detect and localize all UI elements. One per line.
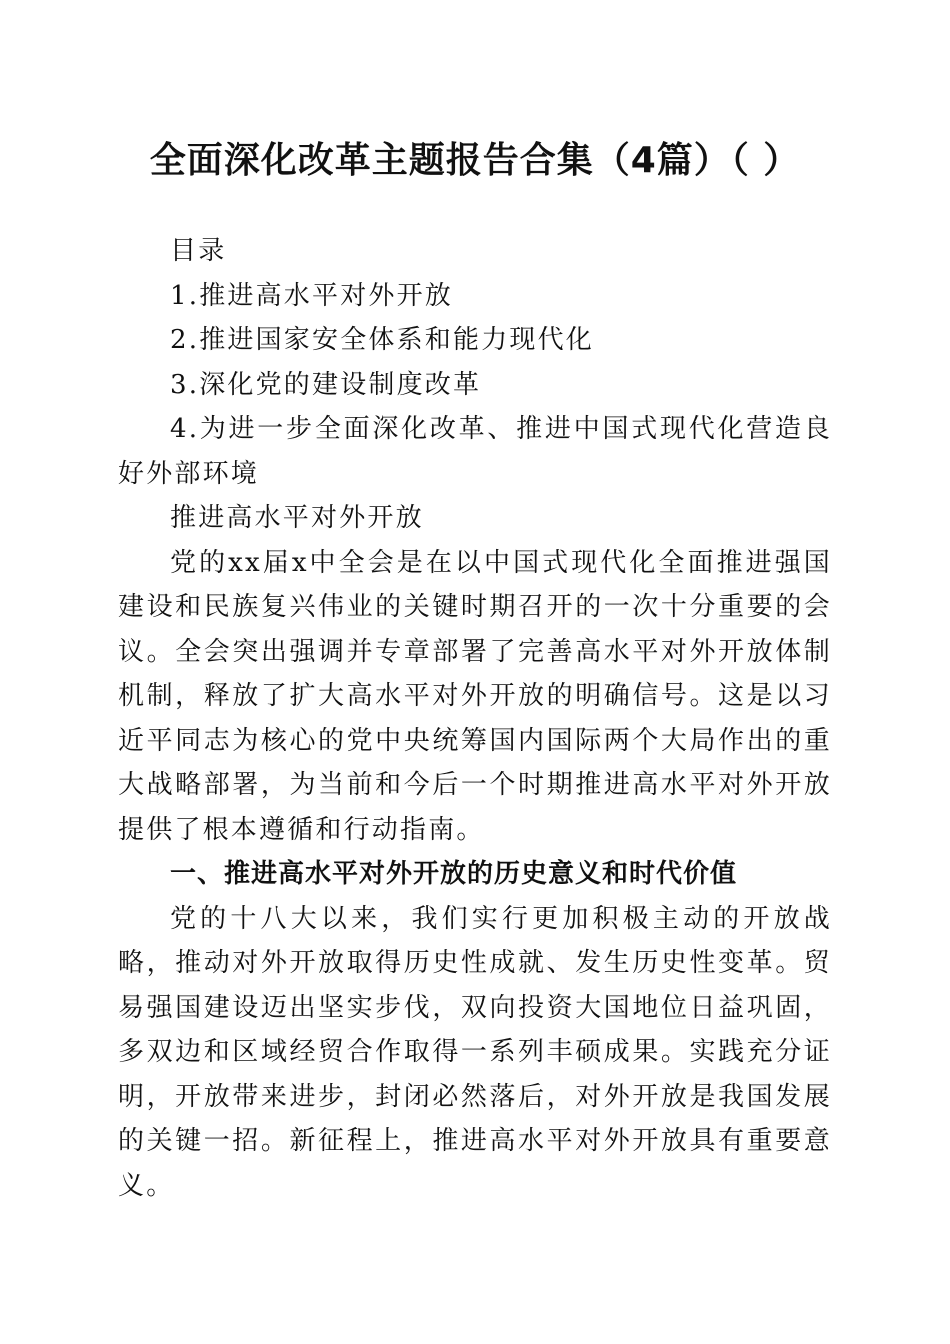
document-title: 全面深化改革主题报告合集（4篇）（ ） [149, 140, 801, 181]
toc-item-2: 2.推进国家安全体系和能力现代化 [170, 325, 595, 355]
toc-item-4: 4.为进一步全面深化改革、推进中国式现代化营造良好外部环境 [118, 414, 832, 489]
section-title: 推进高水平对外开放 [170, 503, 424, 533]
toc-item-1: 1.推进高水平对外开放 [170, 280, 454, 311]
intro-paragraph: 党的xx届x中全会是在以中国式现代化全面推进强国建设和民族复兴伟业的关键时期召开的一次十分重要的会议。全会突出强调并专章部署了完善高水平对外开放体制机制，释放了扩大高水平对外开放的明确信号。这是以习近平同志为核心的党中央统筹国内国际两个大局作出的重大战略部署，为当前和今后一个时期推进高水平对外开放提供了根本遵循和行动指南。 [118, 547, 832, 845]
section-heading-1: 一、推进高水平对外开放的历史意义和时代价值 [170, 859, 738, 889]
toc-label: 目录 [170, 236, 227, 266]
document-body [118, 229, 832, 1208]
toc-item-3: 3.深化党的建设制度改革 [170, 369, 482, 400]
body-paragraph-1: 党的十八大以来，我们实行更加积极主动的开放战略，推动对外开放取得历史性成就、发生历史性变革。贸易强国建设迈出坚实步伐，双向投资大国地位日益巩固，多双边和区域经贸合作取得一系列丰硕成果。实践充分证明，开放带来进步，封闭必然落后，对外开放是我国发展的关键一招。新征程上，推进高水平对外开放具有重要意义。 [118, 903, 832, 1201]
